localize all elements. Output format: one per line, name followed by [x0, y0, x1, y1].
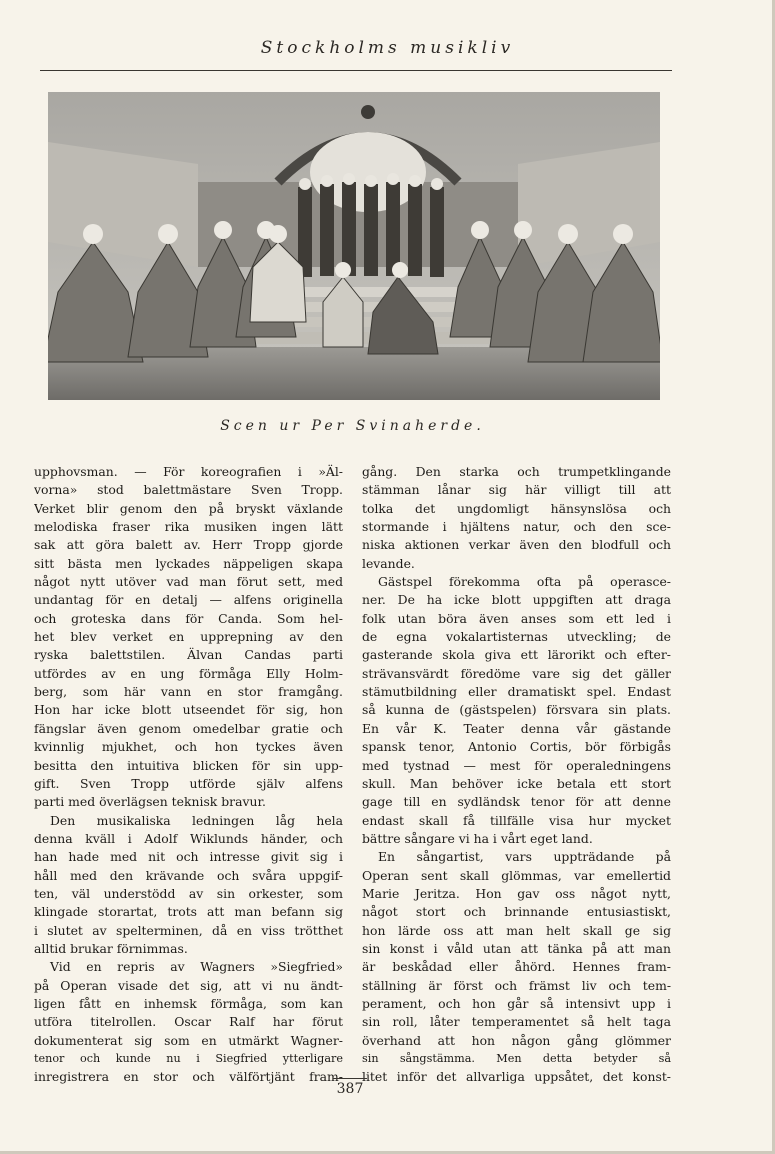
text-line: upphovsman. — För koreografien i »Äl-	[34, 464, 343, 479]
text-line: het blev verket en upprepning av den	[34, 629, 343, 645]
text-line: bättre sångare vi ha i vårt eget land.	[362, 830, 593, 846]
text-line: spansk tenor, Antonio Cortis, bör förbigås	[362, 739, 671, 755]
text-line: och groteska dans för Canda. Som hel-	[34, 610, 343, 626]
text-line: ställning är först och främst liv och tem-	[362, 977, 671, 993]
text-line: levande.	[362, 555, 415, 571]
text-column-left	[34, 463, 343, 1087]
text-line: Hon har icke blott utseendet för sig, hon	[34, 702, 343, 718]
text-line: Gästspel förekomma ofta på operasce-	[378, 574, 671, 590]
running-head: Stockholms musikliv	[260, 38, 515, 58]
text-line: sitt bästa men lyckades näppeligen skapa	[34, 555, 343, 571]
header-rule	[40, 70, 672, 71]
text-line: litet inför det allvarliga uppsåtet, det konst-	[362, 1069, 671, 1085]
text-line: något nytt utöver vad man förut sett, med	[34, 574, 343, 590]
text-line: vorna» stod balettmästare Sven Tropp.	[34, 482, 343, 498]
text-line: En vår K. Teater denna vår gästande	[362, 720, 671, 736]
text-line: niska aktionen verkar även den blodfull och	[362, 537, 671, 553]
text-line: sak att göra balett av. Herr Tropp gjorde	[34, 537, 343, 553]
text-line: gång. Den starka och trumpetklingande	[362, 464, 671, 479]
text-line: besitta den intuitiva blicken för sin upp-	[34, 757, 343, 773]
text-line: stämman lånar sig här villigt till att	[362, 482, 671, 498]
text-line: folk utan böra även anses som ett led i	[362, 610, 671, 626]
text-line: gift. Sven Tropp utförde själv alfens	[34, 775, 343, 791]
text-line: tenor och kunde nu i Siegfried ytterligare	[34, 1052, 343, 1065]
text-line: strävansvärdt föredöme vare sig det gäller	[362, 665, 671, 681]
stage-photograph	[48, 92, 660, 400]
text-line: perament, och hon går så intensivt upp i	[362, 995, 671, 1011]
text-line: skull. Man behöver icke betala ett stort	[362, 775, 671, 791]
text-line: hon lärde oss att man helt skall ge sig	[362, 922, 671, 938]
text-line: melodiska fraser rika musiken ingen lätt	[34, 519, 343, 535]
text-line: undantag för en detalj — alfens originella	[34, 592, 343, 608]
folio-rule	[333, 1078, 367, 1079]
text-line: sin roll, låter temperamentet så helt taga	[362, 1014, 671, 1030]
text-line: sin konst i våld utan att tänka på att man	[362, 940, 671, 956]
text-column-right	[362, 463, 671, 1087]
text-line: de egna vokalartisternas utveckling; de	[362, 629, 671, 645]
text-line: håll med den krävande och svåra uppgif-	[34, 867, 343, 883]
text-line: stormande i hjältens natur, och den sce-	[362, 519, 671, 535]
text-line: han hade med nit och intresse givit sig i	[34, 849, 343, 865]
text-line: klingade storartat, trots att man befann sig	[34, 904, 343, 920]
text-line: En sångartist, vars uppträdande på	[378, 849, 671, 865]
text-line: något stort och brinnande entusiastiskt,	[362, 904, 671, 920]
text-line: överhand att hon någon gång glömmer	[362, 1032, 671, 1048]
text-line: berg, som här vann en stor framgång.	[34, 684, 343, 700]
text-line: inregistrera en stor och välförtjänt fram-	[34, 1069, 343, 1085]
text-line: stämutbildning eller dramatiskt spel. Endast	[362, 684, 671, 700]
text-line: ner. De ha icke blott uppgiften att draga	[362, 592, 671, 608]
text-line: utföra titelrollen. Oscar Ralf har förut	[34, 1014, 343, 1030]
text-line: Vid en repris av Wagners »Siegfried»	[50, 959, 343, 975]
text-line: denna kväll i Adolf Wiklunds händer, och	[34, 830, 343, 846]
text-line: alltid brukar förnimmas.	[34, 940, 188, 956]
photo-caption: Scen ur Per Svinaherde.	[220, 418, 485, 434]
text-line: fängslar även genom omedelbar gratie och	[34, 720, 343, 736]
text-line: ligen fått en inhemsk förmåga, som kan	[34, 995, 343, 1011]
text-line: utfördes av en ung förmåga Elly Holm-	[34, 665, 343, 681]
text-line: gage till en sydländsk tenor för att denne	[362, 794, 671, 810]
page-number: 387	[336, 1081, 364, 1097]
text-line: Marie Jeritza. Hon gav oss något nytt,	[362, 885, 671, 901]
text-line: är beskådad eller åhörd. Hennes fram-	[362, 959, 671, 975]
text-line: endast skall få tillfälle visa hur mycket	[362, 812, 671, 828]
text-line: Verket blir genom den på bryskt växlande	[34, 500, 343, 516]
text-line: Den musikaliska ledningen låg hela	[50, 812, 343, 828]
text-line: kvinnlig mjukhet, och hon tyckes även	[34, 739, 343, 755]
text-line: gasterande skola giva ett lärorikt och efter-	[362, 647, 671, 663]
text-line: med tystnad — mest för operaledningens	[362, 757, 671, 773]
text-line: i slutet av spelterminen, då en viss trötthet	[34, 922, 343, 938]
text-line: sin sångstämma. Men detta betyder så	[362, 1052, 671, 1065]
text-line: på Operan visade det sig, att vi nu ändt-	[34, 977, 343, 993]
text-line: Operan sent skall glömmas, var emellertid	[362, 867, 671, 883]
text-line: tolka det ungdomligt hänsynslösa och	[362, 500, 671, 516]
stage-photograph-icon	[48, 92, 660, 400]
text-line: dokumenterat sig som en utmärkt Wagner-	[34, 1032, 343, 1048]
text-line: ryska balettstilen. Älvan Candas parti	[34, 647, 343, 663]
text-line: så kunna de (gästspelen) försvara sin plats.	[362, 702, 671, 718]
text-line: ten, väl understödd av sin orkester, som	[34, 885, 343, 901]
text-line: parti med överlägsen teknisk bravur.	[34, 794, 266, 810]
